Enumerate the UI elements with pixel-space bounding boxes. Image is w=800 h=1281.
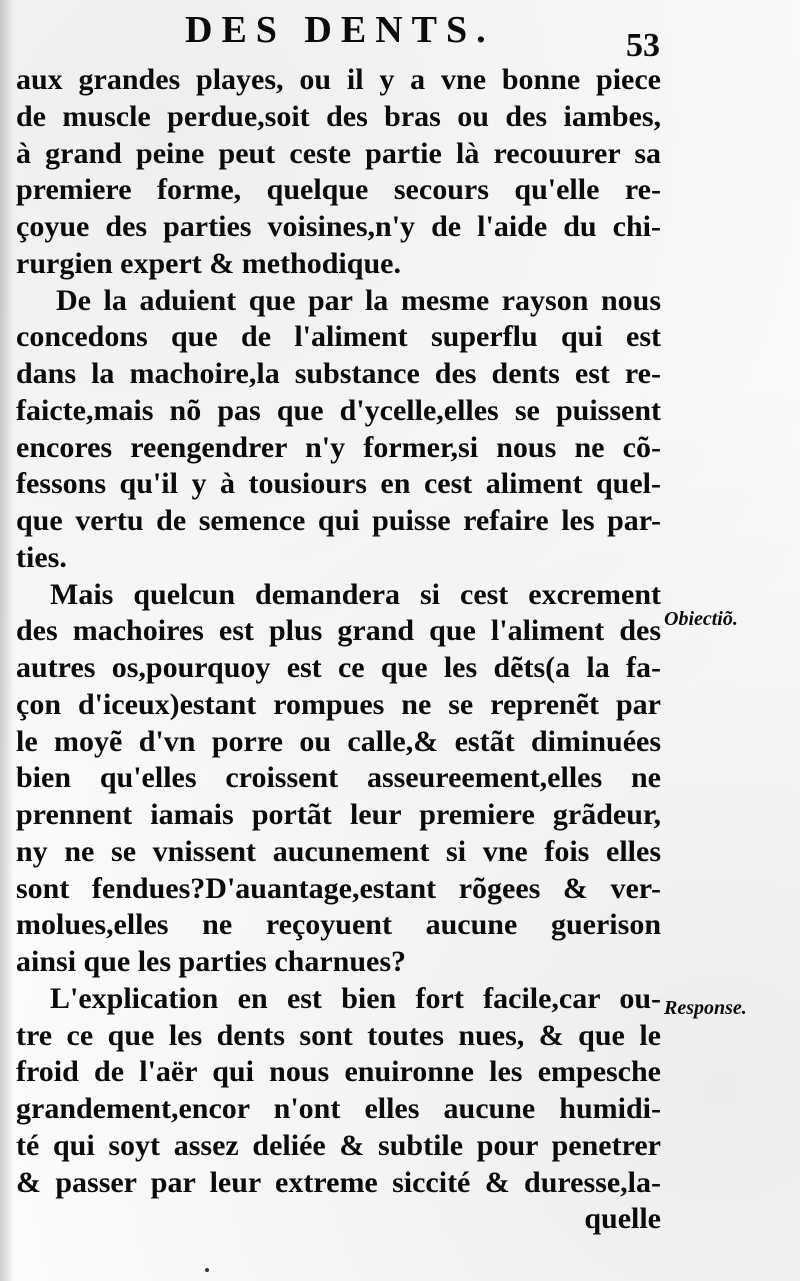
margin-note-objection: Obiectiõ. — [664, 608, 738, 630]
text-line: dans la machoire,la substance des dents est re- — [16, 357, 661, 390]
running-head: DES DENTS. — [185, 9, 495, 51]
text-line: à grand peine peut ceste partie là recouurer sa — [16, 136, 661, 170]
text-line: ny ne se vnissent aucunement si vne fois elles — [16, 834, 661, 868]
text-line: de muscle perdue,soit des bras ou des iambes, — [16, 99, 661, 133]
text-line: froid de l'aër qui nous enuironne les empesche — [16, 1055, 661, 1089]
text-line: çoyue des parties voisines,n'y de l'aide du chi- — [16, 210, 661, 243]
text-line: prennent iamais portãt leur premiere grãdeur, — [16, 798, 661, 831]
text-line: De la aduient que par la mesme rayson nous — [56, 283, 661, 317]
text-line: tre ce que les dents sont toutes nues, & que le — [16, 1018, 661, 1052]
text-line: des machoires est plus grand que l'aliment des — [16, 614, 661, 648]
text-line: ties. — [16, 540, 67, 574]
text-line: encores reengendrer n'y former,si nous ne cõ- — [16, 430, 661, 464]
text-line: té qui soyt assez deliée & subtile pour penetrer — [16, 1128, 661, 1162]
text-line: concedons que de l'aliment superflu qui est — [16, 320, 661, 354]
text-line: çon d'iceux)estant rompues ne se reprenẽt par — [16, 687, 661, 721]
text-line: molues,elles ne reçoyuent aucune guerison — [16, 908, 661, 942]
text-line: le moyẽ d'vn porre ou calle,& estãt diminuées — [16, 724, 661, 758]
ink-speck — [205, 1268, 209, 1272]
page-number: 53 — [626, 27, 660, 64]
text-line: ainsi que les parties charnues? — [16, 945, 407, 978]
catchword: quelle — [584, 1202, 661, 1236]
text-line: bien qu'elles croissent asseureement,elles ne — [16, 761, 661, 795]
margin-note-response: Response. — [664, 997, 747, 1019]
text-line: Mais quelcun demandera si cest excrement — [50, 577, 661, 611]
text-line: premiere forme, quelque secours qu'elle re- — [16, 173, 661, 207]
text-line: autres os,pourquoy est ce que les dẽts(a la fa- — [16, 651, 661, 684]
text-line: & passer par leur extreme siccité & duresse,la- — [16, 1165, 661, 1199]
text-line: que vertu de semence qui puisse refaire les par- — [16, 504, 661, 537]
text-line: grandement,encor n'ont elles aucune humidi- — [16, 1092, 661, 1125]
text-line: faicte,mais nõ pas que d'ycelle,elles se puissent — [16, 393, 661, 427]
text-line: aux grandes playes, ou il y a vne bonne piece — [16, 63, 661, 96]
text-line: sont fendues?D'auantage,estant rõgees & ver- — [16, 871, 661, 905]
text-line: L'explication en est bien fort facile,car ou- — [50, 981, 661, 1015]
page-edge-shadow — [0, 0, 14, 1281]
text-line: rurgien expert & methodique. — [16, 246, 401, 280]
body-text — [16, 62, 661, 1238]
text-line: fessons qu'il y à tousiours en cest aliment quel- — [16, 467, 661, 501]
